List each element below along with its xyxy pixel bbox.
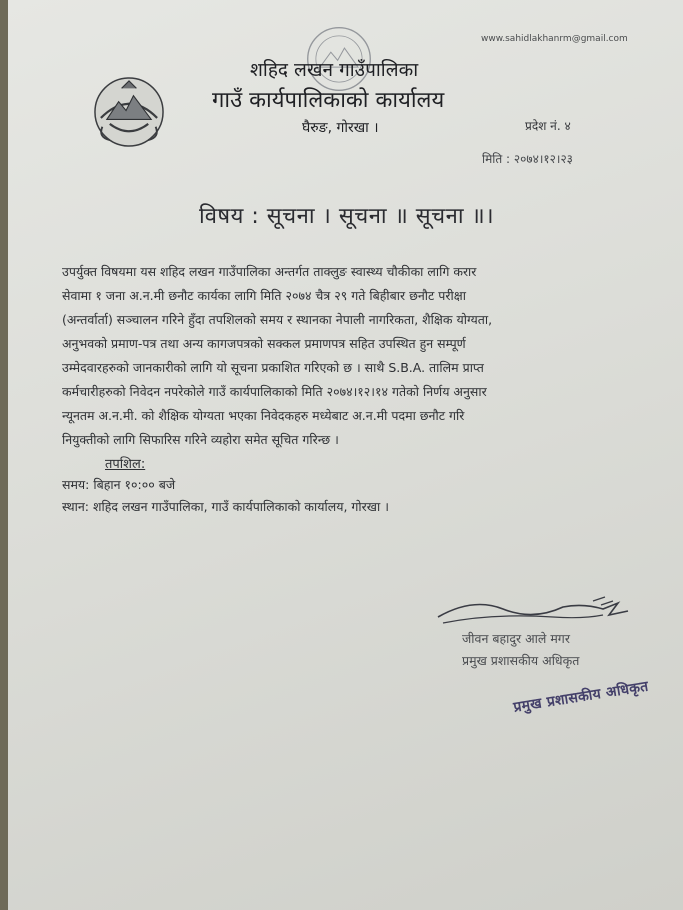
- office-email: www.sahidlakhanrm@gmail.com: [481, 34, 628, 44]
- signatory-name: जीवन बहादुर आले मगर: [462, 631, 570, 646]
- body-line: उम्मेदवारहरुको जानकारीको लागि यो सूचना प्रकाशित गरिएको छ । साथै S.B.A. तालिम प्राप्त: [62, 360, 484, 375]
- body-line: नियुक्तीको लागि सिफारिस गरिने व्यहोरा समेत सूचित गरिन्छ ।: [62, 432, 339, 447]
- detail-time: समय: बिहान १०:०० बजे: [62, 477, 176, 492]
- office-location: घैरुङ, गोरखा ।: [302, 120, 379, 136]
- municipality-name: शहिद लखन गाउँपालिका: [250, 59, 419, 81]
- nepal-emblem-icon: [92, 75, 166, 149]
- details-heading: तपशिल:: [105, 457, 146, 472]
- body-line: कर्मचारीहरुको निवेदन नपरेकोले गाउँ कार्यपालिकाको मिति २०७४।१२।१४ गतेको निर्णय अनुसार: [62, 384, 487, 399]
- signatory-title: प्रमुख प्रशासकीय अधिकृत: [462, 653, 580, 668]
- body-line: सेवामा १ जना अ.न.मी छनौट कार्यका लागि मिति २०७४ चैत्र २९ गते बिहीबार छनौट परीक्षा: [62, 288, 466, 303]
- office-name: गाउँ कार्यपालिकाको कार्यालय: [212, 88, 445, 113]
- body-line: अनुभवको प्रमाण-पत्र तथा अन्य कागजपत्रको सक्कल प्रमाणपत्र सहित उपस्थित हुन सम्पूर्ण: [62, 336, 466, 351]
- body-line: उपर्युक्त विषयमा यस शहिद लखन गाउँपालिका अन्तर्गत ताक्लुङ स्वास्थ्य चौकीका लागि करार: [62, 264, 477, 279]
- handwritten-signature: [433, 595, 633, 635]
- body-line: न्यूनतम अ.न.मी. को शैक्षिक योग्यता भएका निवेदकहरु मध्येबाट अ.न.मी पदमा छनौट गरि: [62, 408, 465, 423]
- notice-date: मिति : २०७४।१२।२३: [482, 152, 573, 166]
- official-stamp: प्रमुख प्रशासकीय अधिकृत: [512, 678, 650, 716]
- body-line: (अन्तर्वार्ता) सञ्चालन गरिने हुँदा तपशिलको समय र स्थानका नेपाली नागरिकता, शैक्षिक योग्यता,: [62, 312, 493, 327]
- detail-place: स्थान: शहिद लखन गाउँपालिका, गाउँ कार्यपालिकाको कार्यालय, गोरखा ।: [62, 499, 389, 514]
- province-number: प्रदेश नं. ४: [525, 119, 571, 133]
- notice-subject: विषय : सूचना । सूचना ॥ सूचना ॥।: [199, 204, 495, 229]
